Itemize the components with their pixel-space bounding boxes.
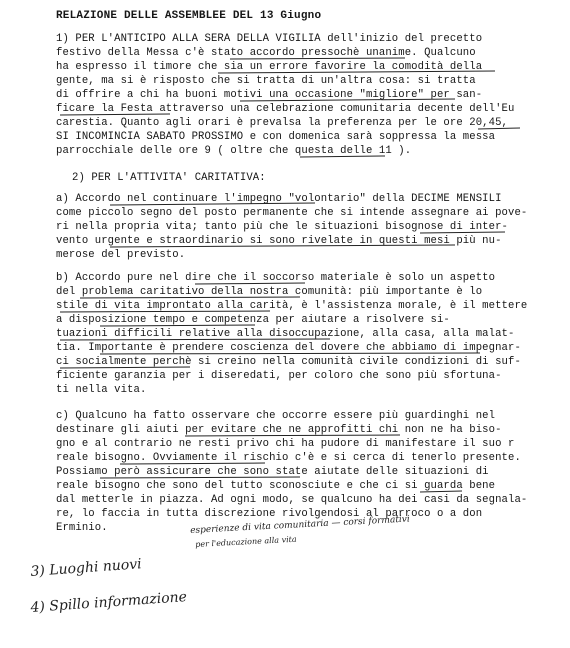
point-a-line: a) Accordo nel continuare l'impegno "volontario" della DECIME MENSILI <box>56 193 502 205</box>
handwritten-note-3: 3) Luoghi nuovi <box>30 556 143 580</box>
section-1-line: festivo della Messa c'è stato accordo pressochè unanime. Qualcuno <box>56 47 476 59</box>
point-b-line: a disposizione tempo e competenza per aiutare a risolvere si- <box>56 314 450 326</box>
point-b-line: tuazioni difficili relative alla disoccupazione, alla casa, alla malat- <box>56 328 515 340</box>
document-title: RELAZIONE DELLE ASSEMBLEE DEL 13 Giugno <box>56 10 322 22</box>
handwritten-note-4: 4) Spillo informazione <box>30 589 188 616</box>
point-b-line: del problema caritativo della nostra comunità: più importante è lo <box>56 286 483 298</box>
point-c-line: c) Qualcuno ha fatto osservare che occorre essere più guardinghi nel <box>56 410 496 422</box>
point-b-line: ci socialmente perchè si creino nella comunità civile condizioni di suf- <box>56 356 521 368</box>
point-b-line: ficiente garanzia per i diseredati, per coloro che sono più sfortuna- <box>56 370 502 382</box>
section-1-line: 1) PER L'ANTICIPO ALLA SERA DELLA VIGILIA dell'inizio del precetto <box>56 33 483 45</box>
section-2-heading: 2) PER L'ATTIVITA' CARITATIVA: <box>72 172 266 184</box>
point-c-line: destinare gli aiuti per evitare che ne approfitti chi non ne ha biso- <box>56 424 502 436</box>
section-1-line: carestia. Quanto agli orari è prevalsa la preferenza per le ore 20,45, <box>56 117 509 129</box>
section-1-line: SI INCOMINCIA SABATO PROSSIMO e con domenica sarà soppressa la messa <box>56 131 496 143</box>
point-c-line: Possiamo però assicurare che sono state aiutate delle situazioni di <box>56 466 489 478</box>
point-a-line: ri nella propria vita; tanto più che le situazioni bisognose di inter- <box>56 221 509 233</box>
point-c-line: gno e al contrario ne resti privo chi ha pudore di manifestare il suo r <box>56 438 515 450</box>
point-b-line: b) Accordo pure nel dire che il soccorso materiale è solo un aspetto <box>56 272 496 284</box>
point-c-line: reale bisogno che sono del tutto sconosciute e che ci si guarda bene <box>56 480 496 492</box>
point-c-line: re, lo faccia in tutta discrezione rivolgendosi al parroco o a don <box>56 508 483 520</box>
section-1-line: ha espresso il timore che sia un errore favorire la comodità della <box>56 61 483 73</box>
section-1-line: ficare la Festa attraverso una celebrazione comunitaria decente dell'Eu <box>56 103 515 115</box>
point-b-line: tia. Importante è prendere coscienza del dovere che abbiamo di impegnar- <box>56 342 521 354</box>
section-1-line: parrocchiale delle ore 9 ( oltre che questa delle 11 ). <box>56 145 412 157</box>
handwritten-margin-note-2: per l'educazione alla vita <box>195 534 297 549</box>
point-c-line: reale bisogno. Ovviamente il rischio c'è e si cerca di tenerlo presente. <box>56 452 521 464</box>
handwritten-margin-note: esperienze di vita comunitaria — corsi formativi <box>190 514 411 536</box>
point-a-line: vento urgente e straordinario si sono rivelate in questi mesi più nu- <box>56 235 502 247</box>
point-c-line: Erminio. <box>56 522 108 534</box>
point-a-line: merose del previsto. <box>56 249 186 261</box>
section-1-line: gente, ma si è risposto che si tratta di un'altra cosa: si tratta <box>56 75 476 87</box>
point-a-line: come piccolo segno del posto permanente che si intende assegnare ai pove- <box>56 207 528 219</box>
point-c-line: dal metterle in piazza. Ad ogni modo, se qualcuno ha dei casi da segnala- <box>56 494 528 506</box>
section-1-line: di offrire a chi ha buoni motivi una occasione "migliore" per san- <box>56 89 483 101</box>
point-b-line: ti nella vita. <box>56 384 147 396</box>
point-b-line: stile di vita improntato alla carità, è l'assistenza morale, è il mettere <box>56 300 528 312</box>
